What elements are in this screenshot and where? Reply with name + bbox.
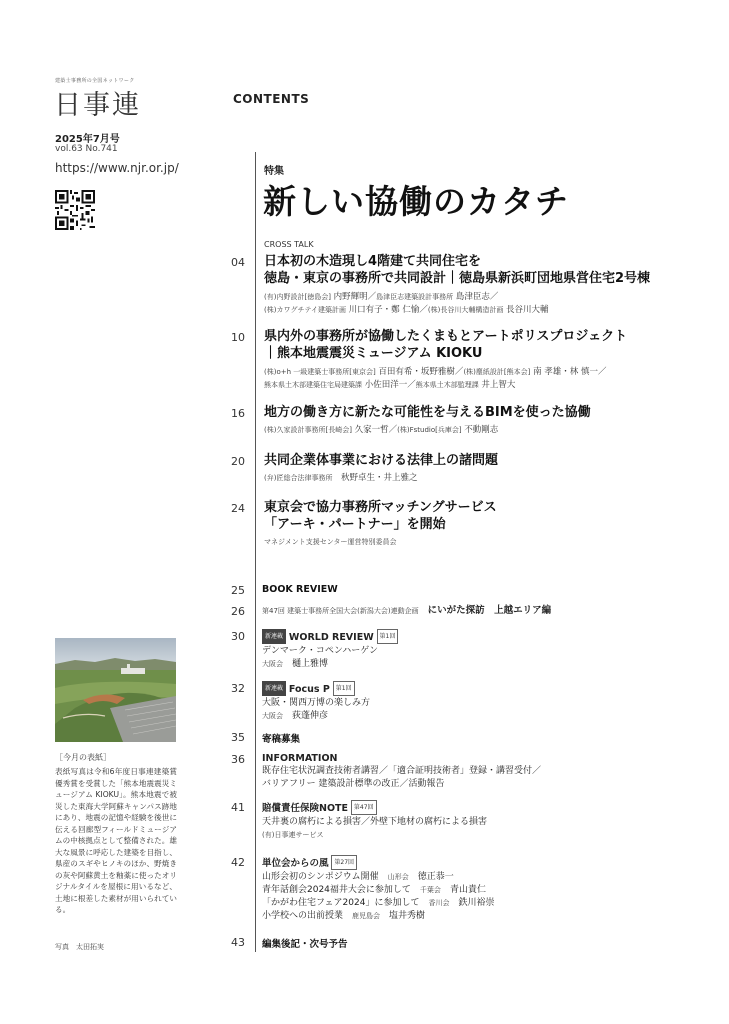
website-url[interactable]: https://www.njr.or.jp/ (55, 161, 179, 175)
article-title[interactable]: 県内外の事務所が協働したくまもとアートポリスプロジェクト ｜熊本地震震災ミュージアム KIOKU (264, 329, 628, 361)
section-focus-p[interactable]: 新連載 Focus P 第1回 大阪・関西万博の楽しみ方 大阪会 荻蓬伸彦 (262, 681, 370, 723)
page-number: 30 (231, 630, 245, 643)
section-editors-note[interactable]: 編集後記・次号予告 (262, 939, 348, 950)
qr-code-icon[interactable] (55, 190, 95, 230)
article-title[interactable]: 東京会で協力事務所マッチングサービス 「アーキ・パートナー」を開始 (264, 500, 497, 532)
article-authors: マネジメント支援センター運営特別委員会 (264, 538, 397, 546)
page-number: 24 (231, 502, 245, 515)
section-world-review[interactable]: 新連載 WORLD REVIEW 第1回 デンマーク・コペンハーゲン 大阪会 樋上雅博 (262, 629, 398, 671)
crosstalk-label: CROSS TALK (264, 240, 314, 249)
page-number: 35 (231, 731, 245, 744)
page-number: 20 (231, 455, 245, 468)
page-number: 25 (231, 584, 245, 597)
contents-heading: CONTENTS (233, 92, 310, 106)
new-series-badge: 新連載 (262, 681, 286, 696)
page-number: 42 (231, 856, 245, 869)
section-niigata[interactable]: 第47回 建築士事務所全国大会(新潟大会)連動企画 にいがた探訪 上越エリア編 (262, 605, 552, 616)
section-call-for-contributions[interactable]: 寄稿募集 (262, 734, 301, 745)
cover-photo (55, 638, 176, 742)
feature-label: 特集 (264, 166, 284, 177)
page-number: 32 (231, 682, 245, 695)
masthead-tagline: 建築士事務所の全国ネットワーク (55, 78, 135, 84)
article-authors: (弁)匠総合法律事務所 秋野卓生・井上雅之 (264, 473, 418, 483)
article-authors: (株)o+h 一級建築士事務所[東京会] 百田有希・坂野雅樹／(株)塵紙設計[熊本会] 南 孝雄・林 慎一／ 熊本県土木部建築住宅局建築課 小佐田洋一／熊本県土木部監理課 井上智大 (264, 367, 607, 390)
section-information[interactable]: INFORMATION 既存住宅状況調査技術者講習／「適合証明技術者」登録・講習受付／ バリアフリー 建築設計標準の改正／活動報告 (262, 753, 542, 789)
section-book-review[interactable]: BOOK REVIEW (262, 584, 338, 595)
article-title[interactable]: 日本初の木造現し4階建て共同住宅を 徳島・東京の事務所で共同設計｜徳島県新浜町団地県営住宅2号棟 (264, 254, 651, 286)
new-series-badge: 新連載 (262, 629, 286, 644)
vertical-rule (255, 152, 256, 952)
section-insurance-note[interactable]: 賠償責任保険NOTE 第47回 天井裏の腐朽による損害／外壁下地材の腐朽による損害 (有)日事連サービス (262, 800, 487, 842)
masthead-logo: 日事連 (54, 90, 141, 121)
issue-date: 2025年7月号 (55, 134, 120, 145)
page-number: 04 (231, 256, 245, 269)
section-regional-wind[interactable]: 単位会からの風 第27回 山形会初のシンポジウム開催 山形会 徳正恭一 青年話創会2024福井大会に参加して 千葉会 青山貴仁 「かがわ住宅フェア2024」に参加して 香川会 鉄川裕崇 小学校への出前授業 鹿児島会 塩井秀樹 (262, 855, 495, 923)
feature-title: 新しい協働のカタチ (263, 182, 569, 221)
article-authors: (株)久家設計事務所[長崎会] 久家一哲／(株)Fstudio[兵庫会] 不動剛志 (264, 425, 499, 435)
page-number: 36 (231, 753, 245, 766)
volume-number: vol.63 No.741 (55, 144, 118, 154)
page-number: 10 (231, 331, 245, 344)
cover-heading: ［今月の表紙］ (55, 753, 111, 762)
page-number: 43 (231, 936, 245, 949)
article-title[interactable]: 地方の働き方に新たな可能性を与えるBIMを使った協働 (264, 405, 591, 420)
page-number: 26 (231, 605, 245, 618)
page-number: 16 (231, 407, 245, 420)
cover-description: 表紙写真は令和6年度日事連建築賞優秀賞を受賞した「熊本地震震災ミュージアム KIOKU」。熊本地震で被災した東海大学阿蘇キャンパス跡地にあり、地震の記憶や経験を後世に伝える回廊型フィールドミュージアムの中核拠点として整備された。雄大な風景に呼応した建築を目指し、県産のスギやヒノキのほか、野焼きの灰や阿蘇黄土を釉薬に使ったオリジナルタイルを屋根に用いるなど、土地に根差した素材が用いられている。 (55, 767, 177, 914)
photo-credit: 写真 太田拓実 (55, 943, 104, 951)
article-title[interactable]: 共同企業体事業における法律上の諸問題 (264, 453, 499, 468)
page-number: 41 (231, 801, 245, 814)
article-authors: (有)内野設計[徳島会] 内野輝明／島津臣志建築設計事務所 島津臣志／ (株)カワグチテイ建築計画 川口有子・鄭 仁愉／(株)長谷川大輔構造計画 長谷川大輔 (264, 292, 549, 315)
